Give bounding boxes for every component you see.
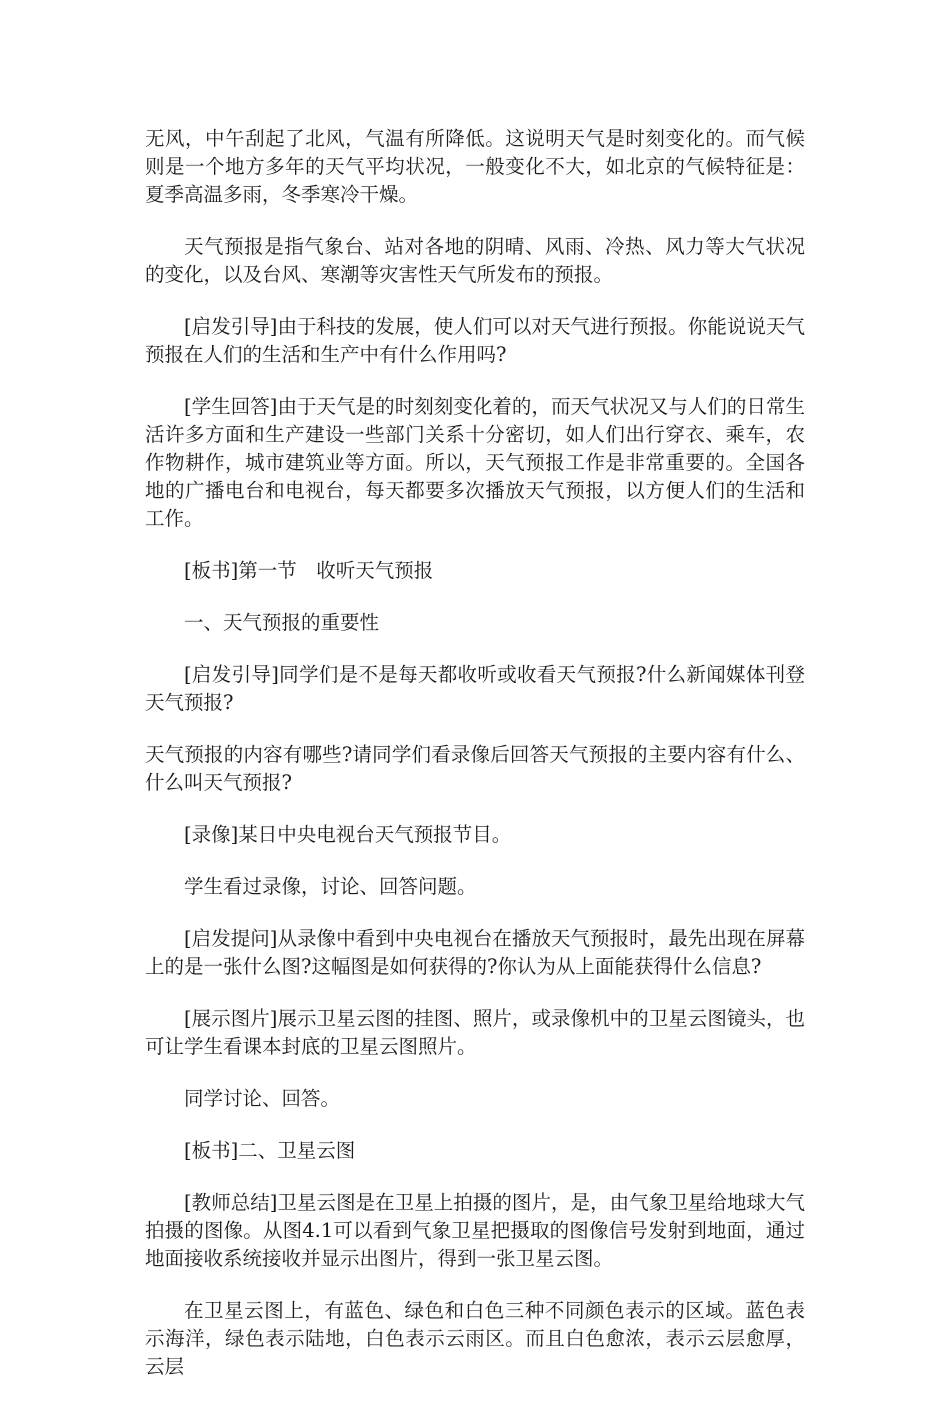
- paragraph-board-satellite: [板书]二、卫星云图: [184, 1139, 356, 1162]
- paragraph-teacher-summary: [教师总结]卫星云图是在卫星上拍摄的图片，是，由气象卫星给地球大气拍摄的图像。从图4.1可以看到气象卫星把摄取的图像信号发射到地面，通过地面接收系统接收并显示出图片，得到一张卫星云图。: [145, 1191, 805, 1270]
- paragraph-show-pictures: [展示图片]展示卫星云图的挂图、照片，或录像机中的卫星云图镜头，也可让学生看课本封底的卫星云图照片。: [145, 1007, 805, 1058]
- paragraph-forecast-content-question: 天气预报的内容有哪些?请同学们看录像后回答天气预报的主要内容有什么、什么叫天气预报?: [145, 743, 805, 794]
- paragraph-guide-media: [启发引导]同学们是不是每天都收听或收看天气预报?什么新闻媒体刊登天气预报?: [145, 663, 805, 714]
- paragraph-student-answer: [学生回答]由于天气是的时刻刻变化着的，而天气状况又与人们的日常生活许多方面和生产建设一些部门关系十分密切，如人们出行穿衣、乘车，农作物耕作，城市建筑业等方面。所以，天气预报工作是非常重要的。全国各地的广播电台和电视台，每天都要多次播放天气预报，以方便人们的生活和工作。: [145, 395, 805, 530]
- paragraph-cloud-colors: 在卫星云图上，有蓝色、绿色和白色三种不同颜色表示的区域。蓝色表示海洋，绿色表示陆地，白色表示云雨区。而且白色愈浓，表示云层愈厚，云层: [145, 1299, 805, 1378]
- paragraph-video: [录像]某日中央电视台天气预报节目。: [184, 823, 512, 846]
- paragraph-weather-vs-climate: 无风，中午刮起了北风，气温有所降低。这说明天气是时刻变化的。而气候则是一个地方多年的天气平均状况，一般变化不大，如北京的气候特征是：夏季高温多雨，冬季寒冷干燥。: [145, 127, 805, 206]
- paragraph-class-discuss: 同学讨论、回答。: [184, 1087, 341, 1110]
- paragraph-prompt-question: [启发提问]从录像中看到中央电视台在播放天气预报时，最先出现在屏幕上的是一张什么图?这幅图是如何获得的?你认为从上面能获得什么信息?: [145, 927, 805, 978]
- paragraph-guide-question: [启发引导]由于科技的发展，使人们可以对天气进行预报。你能说说天气预报在人们的生活和生产中有什么作用吗?: [145, 315, 805, 366]
- paragraph-students-discuss: 学生看过录像，讨论、回答问题。: [184, 875, 477, 898]
- document-body: [145, 125, 805, 1405]
- paragraph-board-section-title: [板书]第一节 收听天气预报: [184, 559, 434, 582]
- paragraph-heading-importance: 一、天气预报的重要性: [184, 611, 380, 634]
- paragraph-forecast-definition: 天气预报是指气象台、站对各地的阴晴、风雨、冷热、风力等大气状况的变化，以及台风、寒潮等灾害性天气所发布的预报。: [145, 235, 805, 286]
